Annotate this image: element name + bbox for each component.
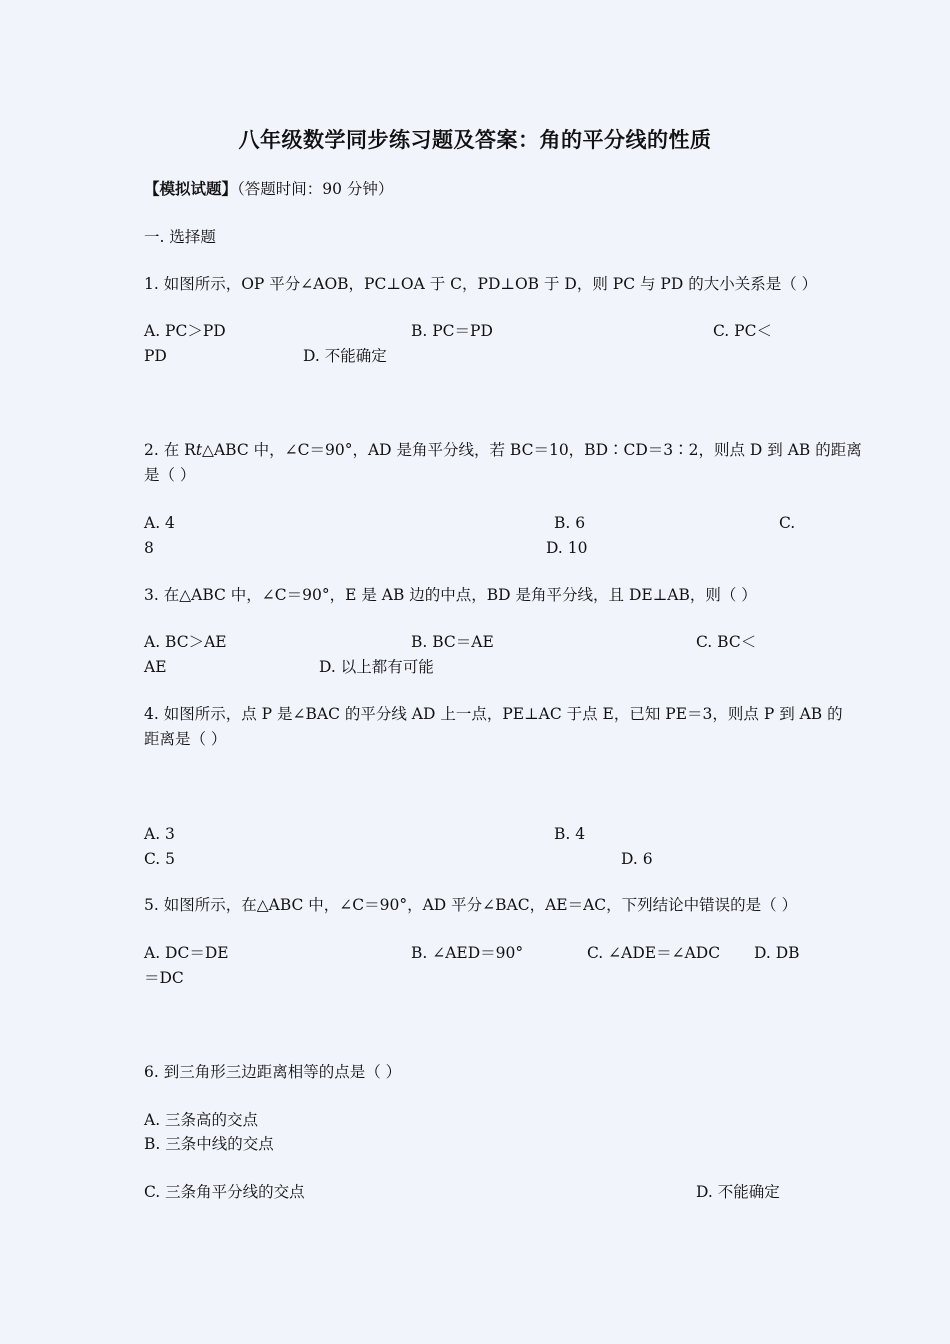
q2-option-a: A. 4 — [144, 514, 175, 532]
section-heading: 一. 选择题 — [144, 228, 216, 246]
question-4-text: 4. 如图所示，点 P 是∠BAC 的平分线 AD 上一点，PE⊥AC 于点 E，已知 PE＝3，则点 P 到 AB 的 — [144, 705, 843, 723]
q3-option-d: D. 以上都有可能 — [319, 658, 434, 676]
q1-option-c-cont: PD — [144, 347, 167, 365]
question-2-text-cont: 是（ ） — [144, 466, 196, 484]
q3-option-c-cont: AE — [144, 658, 167, 676]
q6-option-d: D. 不能确定 — [696, 1183, 780, 1201]
q1-option-d: D. 不能确定 — [303, 347, 387, 365]
question-6-text: 6. 到三角形三边距离相等的点是（ ） — [144, 1063, 402, 1081]
question-2-text: 2. 在 R𝑡△ABC 中，∠C＝90°，AD 是角平分线，若 BC＝10，BD∶CD＝3∶2，则点 D 到 AB 的距离 — [144, 441, 862, 459]
q1-option-b: B. PC＝PD — [411, 322, 493, 340]
q5-option-b: B. ∠AED＝90° — [411, 944, 524, 962]
q2-option-b: B. 6 — [554, 514, 586, 532]
q2-option-c-cont: 8 — [144, 539, 154, 557]
question-3-text: 3. 在△ABC 中，∠C＝90°，E 是 AB 边的中点，BD 是角平分线，且 DE⊥AB，则（ ） — [144, 586, 757, 604]
q5-option-a: A. DC＝DE — [144, 944, 229, 962]
q4-option-b: B. 4 — [554, 825, 586, 843]
q2-option-c: C. — [779, 514, 796, 532]
question-1-text: 1. 如图所示，OP 平分∠AOB，PC⊥OA 于 C，PD⊥OB 于 D，则 PC 与 PD 的大小关系是（ ） — [144, 275, 818, 293]
q1-option-a: A. PC＞PD — [144, 322, 226, 340]
header-note: （答题时间：90 分钟） — [237, 180, 394, 198]
q4-option-d: D. 6 — [621, 850, 653, 868]
q4-option-c: C. 5 — [144, 850, 176, 868]
header-tag: 【模拟试题】 — [144, 179, 238, 198]
q3-option-a: A. BC＞AE — [144, 633, 227, 651]
q6-option-b: B. 三条中线的交点 — [144, 1135, 274, 1153]
q1-option-c: C. PC＜ — [713, 322, 772, 340]
q2-option-d: D. 10 — [546, 539, 588, 557]
header-line — [144, 179, 393, 199]
question-4-text-cont: 距离是（ ） — [144, 730, 227, 748]
q3-option-c: C. BC＜ — [696, 633, 757, 651]
q5-option-d-cont: ＝DC — [144, 969, 184, 987]
q5-option-d: D. DB — [754, 944, 800, 962]
q5-option-c: C. ∠ADE＝∠ADC — [587, 944, 721, 962]
question-5-text: 5. 如图所示，在△ABC 中，∠C＝90°，AD 平分∠BAC，AE＝AC，下列结论中错误的是（ ） — [144, 896, 798, 914]
page-title: 八年级数学同步练习题及答案：角的平分线的性质 — [238, 127, 712, 152]
q6-option-a: A. 三条高的交点 — [144, 1111, 259, 1129]
q6-option-c: C. 三条角平分线的交点 — [144, 1183, 305, 1201]
q3-option-b: B. BC＝AE — [411, 633, 494, 651]
q4-option-a: A. 3 — [144, 825, 175, 843]
